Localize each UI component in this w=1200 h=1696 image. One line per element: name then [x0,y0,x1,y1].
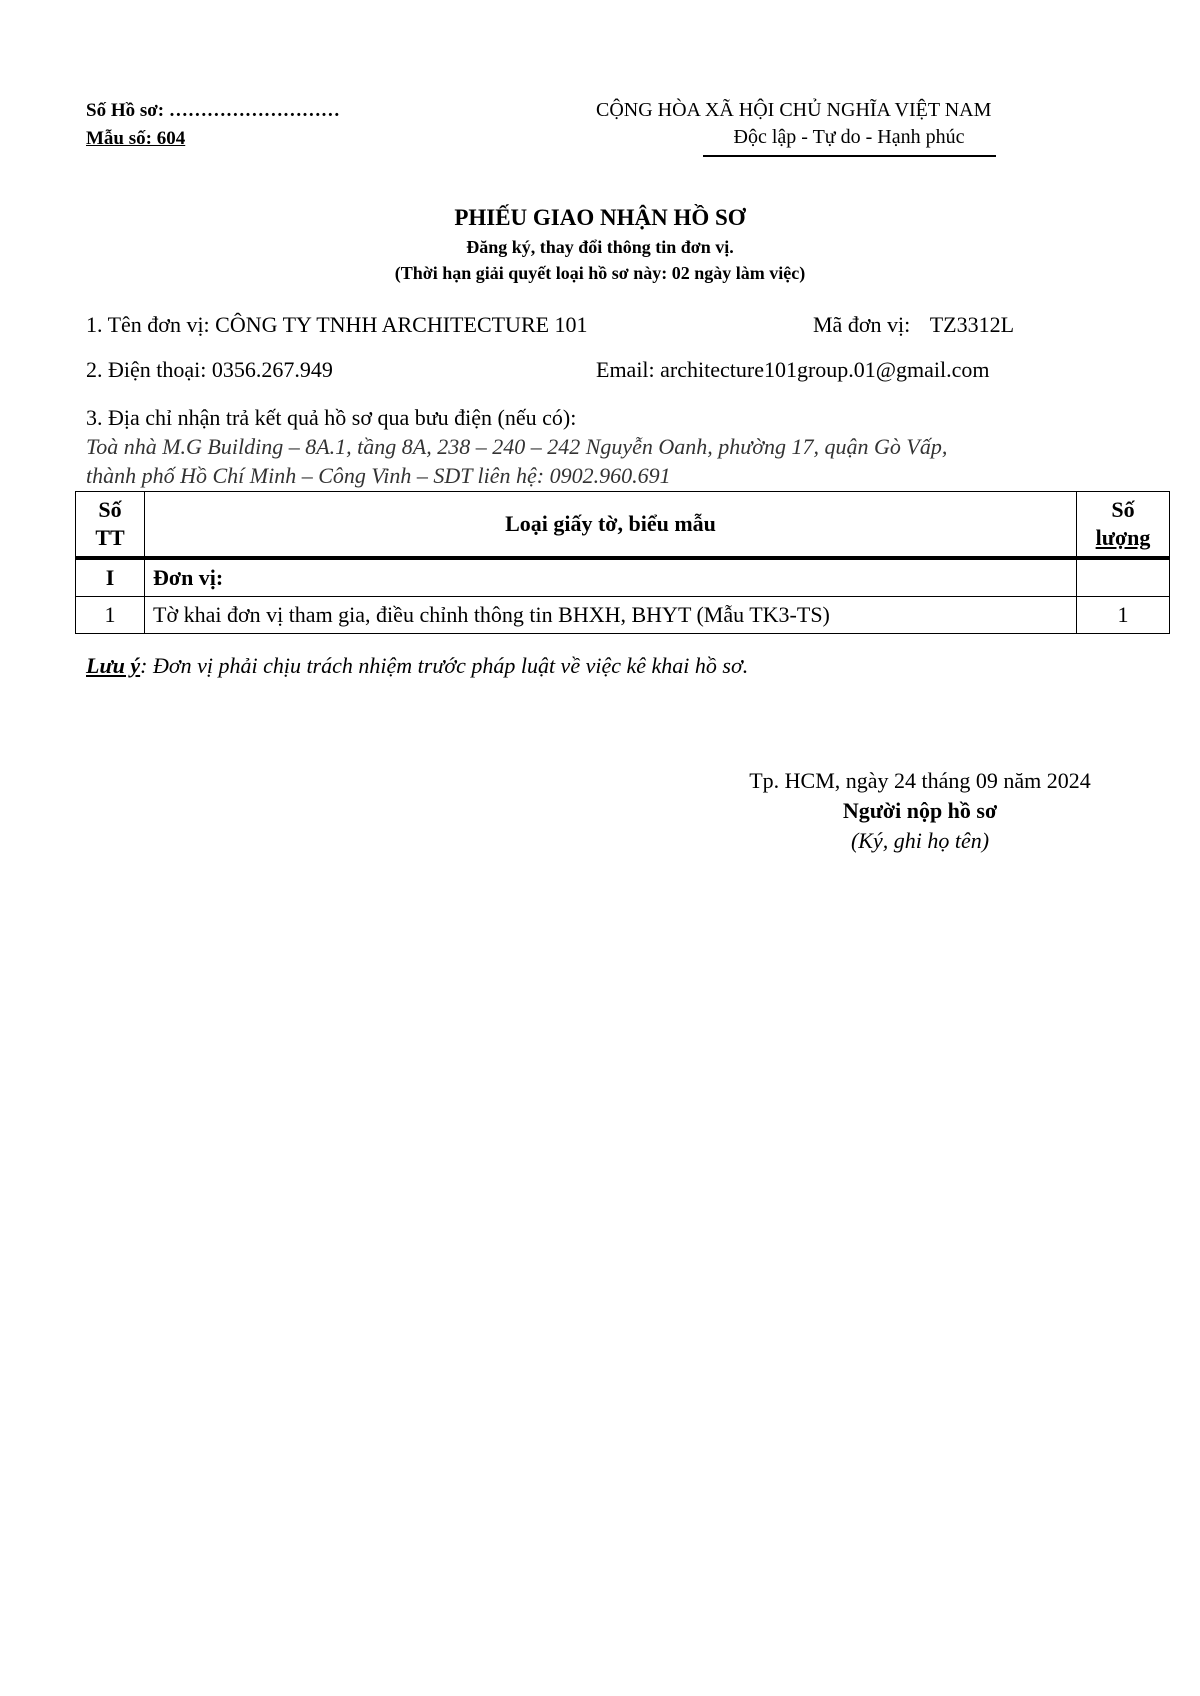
unit-code-row [813,312,1014,338]
table-section-row [76,558,1170,597]
row-quantity: 1 [1077,597,1170,634]
signature-date: Tp. HCM, ngày 24 tháng 09 năm 2024 [749,768,1091,793]
note [86,653,748,679]
table-row [76,597,1170,634]
country-name: CỘNG HÒA XÃ HỘI CHỦ NGHĨA VIỆT NAM [596,99,992,121]
unit-name-label: 1. Tên đơn vị: [86,312,210,337]
address-line-2: thành phố Hồ Chí Minh – Công Vinh – SDT liên hệ: 0902.960.691 [86,463,671,488]
unit-code-label: Mã đơn vị: [813,312,911,337]
form-number-label: Mẫu số: 604 [86,128,186,149]
section-name: Đơn vị: [145,558,1077,597]
header-stt [76,492,145,559]
phone-label: 2. Điện thoại: [86,357,207,382]
phone-row [86,357,333,383]
row-stt: 1 [76,597,145,634]
national-motto: Độc lập - Tự do - Hạnh phúc [733,126,965,148]
document-title: PHIẾU GIAO NHẬN HỒ SƠ [454,205,746,230]
header-stt-line2: TT [95,525,125,550]
email-value: architecture101group.01@gmail.com [660,357,990,382]
motto-underline [703,155,996,157]
header-quantity [1077,492,1170,559]
address-line-1: Toà nhà M.G Building – 8A.1, tầng 8A, 238 – 240 – 242 Nguyễn Oanh, phường 17, quận Gò Vấp, [86,434,948,459]
table-header-row [76,492,1170,559]
section-stt: I [76,558,145,597]
phone-value: 0356.267.949 [211,357,333,382]
header-stt-line1: Số [98,497,122,522]
section-qty [1077,558,1170,597]
signature-hint: (Ký, ghi họ tên) [850,828,990,853]
signature-role: Người nộp hồ sơ [842,798,998,823]
unit-name-row [86,312,588,338]
note-text: : Đơn vị phải chịu trách nhiệm trước pháp luật về việc kê khai hồ sơ. [140,653,749,678]
header-document-type: Loại giấy tờ, biểu mẫu [145,492,1077,559]
unit-code-value: TZ3312L [929,312,1015,337]
processing-deadline: (Thời hạn giải quyết loại hồ sơ này: 02 ngày làm việc) [394,263,806,283]
address-label: 3. Địa chỉ nhận trả kết quả hồ sơ qua bưu điện (nếu có): [86,405,577,430]
file-number-label: Số Hồ sơ: ……………………… [86,100,340,121]
unit-name-value: CÔNG TY TNHH ARCHITECTURE 101 [215,312,588,337]
email-row [596,357,990,383]
header-qty-line2: lượng [1095,525,1151,550]
header-qty-line1: Số [1111,497,1135,522]
documents-table [75,491,1170,634]
email-label: Email: [596,357,655,382]
document-subtitle: Đăng ký, thay đổi thông tin đơn vị. [466,237,734,257]
note-label: Lưu ý [86,653,141,678]
row-document-name: Tờ khai đơn vị tham gia, điều chỉnh thông tin BHXH, BHYT (Mẫu TK3-TS) [145,597,1077,634]
